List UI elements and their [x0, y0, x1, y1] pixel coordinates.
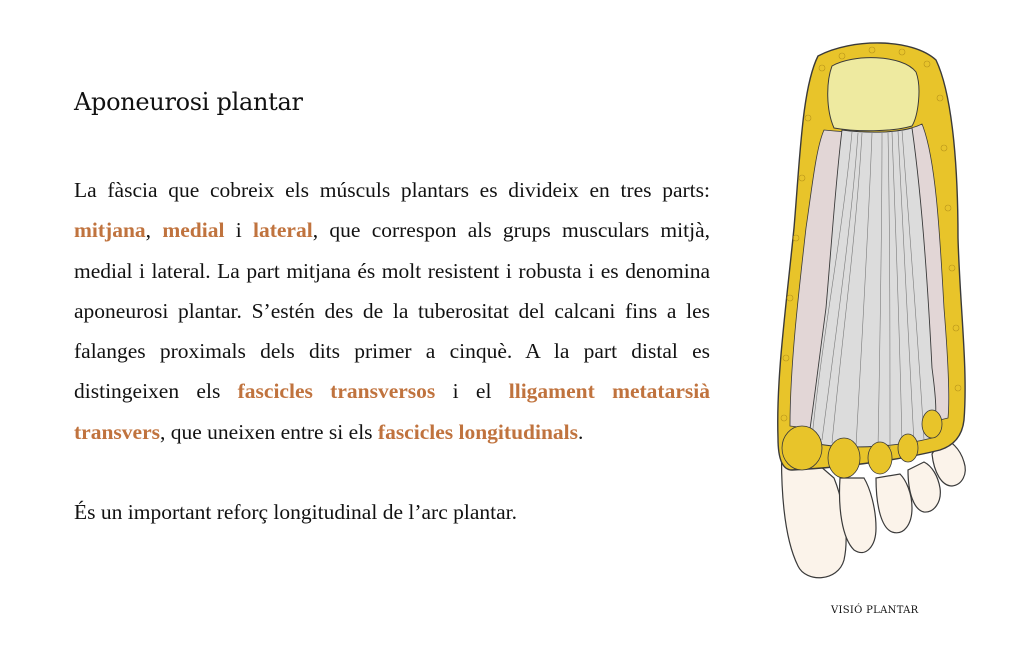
- text-run: , que correspon als grups musculars mitjà, medial i lateral. La part mitjana és molt resistent i robusta i es denomina aponeurosi plantar. S’estén des de la tuberositat del calcani fins a les falanges proximals dels dits primer a cinquè. A la part distal es distingeixen els: [74, 218, 710, 404]
- paragraph-2: És un important reforç longitudinal de l’arc plantar.: [74, 500, 517, 525]
- text-run: i el: [435, 379, 509, 404]
- term-medial: medial: [162, 218, 225, 243]
- text-run: ,: [145, 218, 163, 243]
- figure-caption: VISIÓ PLANTAR: [831, 605, 919, 616]
- paragraph-1: [74, 170, 710, 452]
- text-run: , que uneixen entre si els: [159, 419, 378, 444]
- heel-pad: [828, 58, 919, 131]
- text-run: .: [578, 419, 584, 444]
- term-lligament-metatarsia: lligament metatarsià transvers: [74, 379, 710, 444]
- term-mitjana: mitjana: [74, 218, 146, 243]
- foot-illustration: [772, 38, 976, 586]
- text-run: i: [224, 218, 253, 243]
- term-fascicles-transversos: fascicles transversos: [237, 379, 436, 404]
- text-run: La fàscia que cobreix els músculs plantars es divideix en tres parts:: [74, 178, 710, 202]
- page-title: Aponeurosi plantar: [74, 88, 303, 116]
- term-lateral: lateral: [253, 218, 313, 243]
- body-text: [74, 170, 710, 532]
- term-fascicles-longitudinals: fascicles longitudinals: [377, 419, 578, 444]
